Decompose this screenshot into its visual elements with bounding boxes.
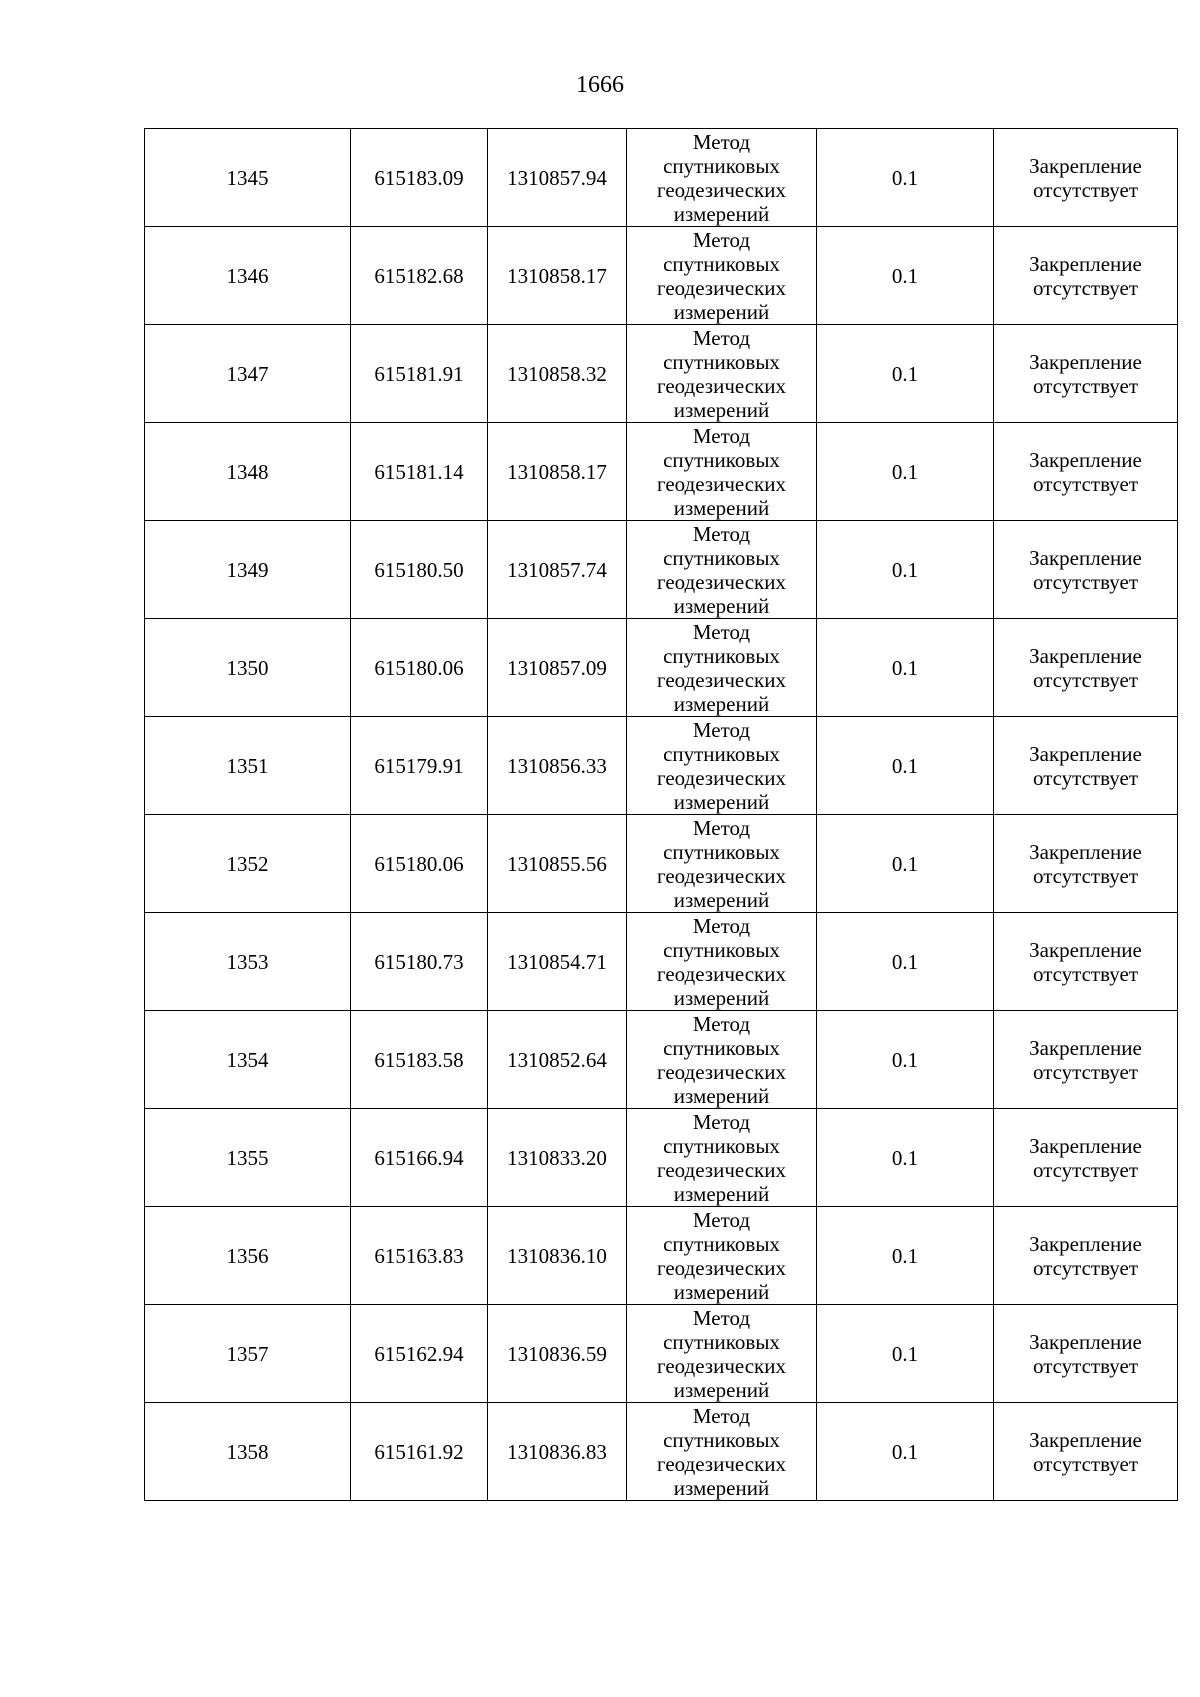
method-line: спутниковых: [663, 447, 780, 472]
y-coordinate-cell: 1310852.64: [488, 1011, 627, 1109]
method-cell: [627, 619, 817, 717]
method-cell: [627, 1305, 817, 1403]
method-line: измерений: [673, 397, 770, 422]
x-coordinate-cell: 615181.91: [351, 325, 488, 423]
method-line: геодезических: [656, 961, 786, 986]
method-line: Метод: [692, 1109, 751, 1134]
method-line: геодезических: [656, 1059, 786, 1084]
method-line: Метод: [692, 1305, 751, 1330]
fixing-cell: [994, 815, 1178, 913]
method-line: геодезических: [656, 765, 786, 790]
x-coordinate-cell: 615180.06: [351, 815, 488, 913]
method-line: спутниковых: [663, 1133, 780, 1158]
accuracy-cell: 0.1: [817, 521, 994, 619]
accuracy-cell: 0.1: [817, 619, 994, 717]
fixing-line: отсутствует: [1032, 1157, 1139, 1182]
method-line: измерений: [673, 1377, 770, 1402]
method-cell: [627, 521, 817, 619]
accuracy-cell: 0.1: [817, 1207, 994, 1305]
method-cell: [627, 325, 817, 423]
method-cell: [627, 1207, 817, 1305]
point-number-cell: 1346: [145, 227, 351, 325]
method-cell: [627, 913, 817, 1011]
point-number-cell: 1356: [145, 1207, 351, 1305]
method-line: измерений: [673, 495, 770, 520]
x-coordinate-cell: 615161.92: [351, 1403, 488, 1501]
fixing-cell: [994, 1109, 1178, 1207]
method-line: спутниковых: [663, 937, 780, 962]
accuracy-cell: 0.1: [817, 913, 994, 1011]
fixing-line: Закрепление: [1029, 1427, 1142, 1452]
fixing-cell: [994, 913, 1178, 1011]
method-line: спутниковых: [663, 1231, 780, 1256]
fixing-line: Закрепление: [1029, 349, 1142, 374]
table-row: [145, 1109, 1178, 1207]
method-cell: [627, 423, 817, 521]
method-line: геодезических: [656, 471, 786, 496]
method-cell: [627, 129, 817, 227]
x-coordinate-cell: 615179.91: [351, 717, 488, 815]
method-cell: [627, 227, 817, 325]
fixing-line: Закрепление: [1029, 937, 1142, 962]
method-line: геодезических: [656, 275, 786, 300]
fixing-cell: [994, 227, 1178, 325]
method-line: измерений: [673, 789, 770, 814]
method-line: измерений: [673, 593, 770, 618]
method-line: спутниковых: [663, 1427, 780, 1452]
fixing-cell: [994, 325, 1178, 423]
fixing-line: отсутствует: [1032, 569, 1139, 594]
y-coordinate-cell: 1310857.74: [488, 521, 627, 619]
method-line: Метод: [692, 423, 751, 448]
fixing-line: Закрепление: [1029, 251, 1142, 276]
fixing-line: отсутствует: [1032, 1353, 1139, 1378]
coordinates-table: [144, 128, 1178, 1501]
fixing-line: отсутствует: [1032, 667, 1139, 692]
fixing-line: отсутствует: [1032, 765, 1139, 790]
method-line: спутниковых: [663, 153, 780, 178]
point-number-cell: 1349: [145, 521, 351, 619]
x-coordinate-cell: 615180.06: [351, 619, 488, 717]
method-line: геодезических: [656, 863, 786, 888]
method-line: измерений: [673, 691, 770, 716]
fixing-cell: [994, 619, 1178, 717]
fixing-line: Закрепление: [1029, 741, 1142, 766]
method-line: спутниковых: [663, 1035, 780, 1060]
method-cell: [627, 815, 817, 913]
y-coordinate-cell: 1310836.83: [488, 1403, 627, 1501]
fixing-line: отсутствует: [1032, 961, 1139, 986]
point-number-cell: 1348: [145, 423, 351, 521]
accuracy-cell: 0.1: [817, 325, 994, 423]
table-row: [145, 1207, 1178, 1305]
x-coordinate-cell: 615183.58: [351, 1011, 488, 1109]
method-line: Метод: [692, 619, 751, 644]
method-line: геодезических: [656, 373, 786, 398]
fixing-line: отсутствует: [1032, 177, 1139, 202]
method-line: Метод: [692, 227, 751, 252]
method-line: спутниковых: [663, 643, 780, 668]
fixing-cell: [994, 423, 1178, 521]
method-line: измерений: [673, 1083, 770, 1108]
method-cell: [627, 717, 817, 815]
accuracy-cell: 0.1: [817, 129, 994, 227]
method-line: геодезических: [656, 1353, 786, 1378]
fixing-cell: [994, 129, 1178, 227]
table-row: [145, 325, 1178, 423]
fixing-cell: [994, 521, 1178, 619]
point-number-cell: 1351: [145, 717, 351, 815]
table-row: [145, 521, 1178, 619]
accuracy-cell: 0.1: [817, 1109, 994, 1207]
table-row: [145, 227, 1178, 325]
y-coordinate-cell: 1310858.17: [488, 423, 627, 521]
y-coordinate-cell: 1310857.94: [488, 129, 627, 227]
fixing-line: отсутствует: [1032, 275, 1139, 300]
y-coordinate-cell: 1310858.32: [488, 325, 627, 423]
x-coordinate-cell: 615166.94: [351, 1109, 488, 1207]
accuracy-cell: 0.1: [817, 1011, 994, 1109]
y-coordinate-cell: 1310858.17: [488, 227, 627, 325]
method-line: Метод: [692, 1403, 751, 1428]
y-coordinate-cell: 1310855.56: [488, 815, 627, 913]
method-line: спутниковых: [663, 251, 780, 276]
method-line: спутниковых: [663, 545, 780, 570]
y-coordinate-cell: 1310836.10: [488, 1207, 627, 1305]
table-row: [145, 717, 1178, 815]
table-row: [145, 913, 1178, 1011]
x-coordinate-cell: 615180.50: [351, 521, 488, 619]
table-body: [145, 129, 1178, 1501]
x-coordinate-cell: 615182.68: [351, 227, 488, 325]
y-coordinate-cell: 1310857.09: [488, 619, 627, 717]
method-line: геодезических: [656, 1255, 786, 1280]
page-number: 1666: [576, 72, 624, 98]
method-line: Метод: [692, 815, 751, 840]
method-line: Метод: [692, 1011, 751, 1036]
y-coordinate-cell: 1310836.59: [488, 1305, 627, 1403]
accuracy-cell: 0.1: [817, 1305, 994, 1403]
method-line: измерений: [673, 887, 770, 912]
y-coordinate-cell: 1310854.71: [488, 913, 627, 1011]
point-number-cell: 1354: [145, 1011, 351, 1109]
point-number-cell: 1358: [145, 1403, 351, 1501]
method-line: спутниковых: [663, 349, 780, 374]
method-line: Метод: [692, 129, 751, 154]
accuracy-cell: 0.1: [817, 815, 994, 913]
x-coordinate-cell: 615162.94: [351, 1305, 488, 1403]
accuracy-cell: 0.1: [817, 423, 994, 521]
method-line: Метод: [692, 325, 751, 350]
fixing-cell: [994, 1207, 1178, 1305]
x-coordinate-cell: 615163.83: [351, 1207, 488, 1305]
x-coordinate-cell: 615183.09: [351, 129, 488, 227]
table-row: [145, 129, 1178, 227]
table-row: [145, 1011, 1178, 1109]
method-line: геодезических: [656, 569, 786, 594]
method-line: спутниковых: [663, 741, 780, 766]
fixing-line: Закрепление: [1029, 1035, 1142, 1060]
accuracy-cell: 0.1: [817, 227, 994, 325]
method-cell: [627, 1403, 817, 1501]
fixing-line: Закрепление: [1029, 1329, 1142, 1354]
fixing-line: отсутствует: [1032, 1451, 1139, 1476]
fixing-line: Закрепление: [1029, 1133, 1142, 1158]
fixing-line: Закрепление: [1029, 153, 1142, 178]
fixing-line: отсутствует: [1032, 373, 1139, 398]
method-cell: [627, 1011, 817, 1109]
y-coordinate-cell: 1310833.20: [488, 1109, 627, 1207]
fixing-line: отсутствует: [1032, 863, 1139, 888]
x-coordinate-cell: 615181.14: [351, 423, 488, 521]
point-number-cell: 1355: [145, 1109, 351, 1207]
method-line: измерений: [673, 201, 770, 226]
method-line: измерений: [673, 985, 770, 1010]
method-line: геодезических: [656, 177, 786, 202]
point-number-cell: 1352: [145, 815, 351, 913]
point-number-cell: 1357: [145, 1305, 351, 1403]
table-row: [145, 1305, 1178, 1403]
table-row: [145, 423, 1178, 521]
fixing-cell: [994, 1305, 1178, 1403]
method-line: геодезических: [656, 667, 786, 692]
method-line: измерений: [673, 299, 770, 324]
table-row: [145, 815, 1178, 913]
fixing-line: отсутствует: [1032, 471, 1139, 496]
method-line: геодезических: [656, 1157, 786, 1182]
fixing-cell: [994, 717, 1178, 815]
point-number-cell: 1345: [145, 129, 351, 227]
method-line: Метод: [692, 521, 751, 546]
method-line: спутниковых: [663, 1329, 780, 1354]
fixing-line: Закрепление: [1029, 447, 1142, 472]
fixing-line: Закрепление: [1029, 545, 1142, 570]
fixing-line: Закрепление: [1029, 1231, 1142, 1256]
point-number-cell: 1347: [145, 325, 351, 423]
method-line: Метод: [692, 717, 751, 742]
fixing-line: Закрепление: [1029, 839, 1142, 864]
accuracy-cell: 0.1: [817, 717, 994, 815]
method-cell: [627, 1109, 817, 1207]
fixing-line: Закрепление: [1029, 643, 1142, 668]
accuracy-cell: 0.1: [817, 1403, 994, 1501]
method-line: геодезических: [656, 1451, 786, 1476]
fixing-line: отсутствует: [1032, 1059, 1139, 1084]
point-number-cell: 1350: [145, 619, 351, 717]
method-line: Метод: [692, 1207, 751, 1232]
method-line: измерений: [673, 1475, 770, 1500]
table-row: [145, 619, 1178, 717]
method-line: Метод: [692, 913, 751, 938]
x-coordinate-cell: 615180.73: [351, 913, 488, 1011]
fixing-cell: [994, 1403, 1178, 1501]
point-number-cell: 1353: [145, 913, 351, 1011]
table-row: [145, 1403, 1178, 1501]
method-line: измерений: [673, 1181, 770, 1206]
method-line: измерений: [673, 1279, 770, 1304]
method-line: спутниковых: [663, 839, 780, 864]
fixing-cell: [994, 1011, 1178, 1109]
y-coordinate-cell: 1310856.33: [488, 717, 627, 815]
fixing-line: отсутствует: [1032, 1255, 1139, 1280]
